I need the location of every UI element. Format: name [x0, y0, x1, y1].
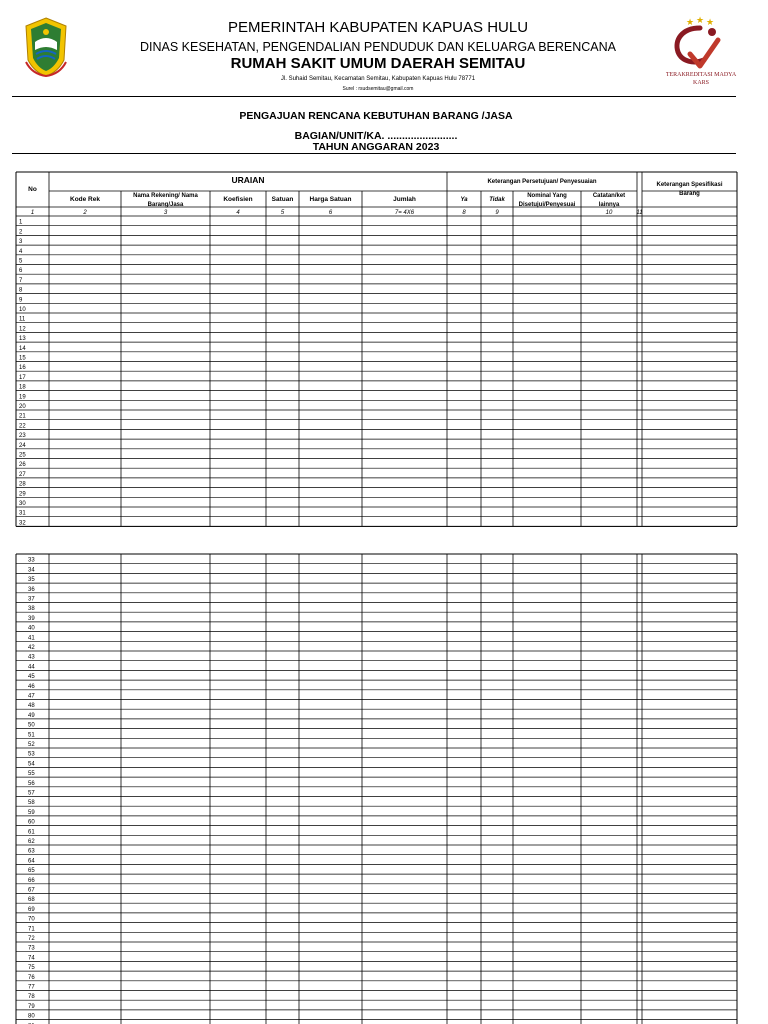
accreditation-kars: KARS: [692, 80, 709, 86]
row-number: 77: [28, 984, 35, 991]
row-number: 18: [19, 384, 26, 391]
unit-line: BAGIAN/UNIT/KA. ........................: [294, 130, 458, 142]
row-number: 58: [28, 800, 35, 807]
row-number: 26: [19, 462, 26, 469]
row-number: 7: [19, 277, 23, 284]
col-nama-line2: Barang/Jasa: [147, 202, 184, 208]
fiscal-year-line: TAHUN ANGGARAN 2023: [312, 141, 440, 153]
row-number: 8: [19, 287, 23, 294]
col-kode-rek: Kode Rek: [70, 196, 100, 203]
col-satuan: Satuan: [271, 196, 294, 203]
column-number: 5: [280, 210, 285, 216]
row-number: 67: [28, 887, 35, 894]
row-number: 49: [28, 712, 35, 719]
row-number: 29: [19, 491, 26, 498]
row-number: 25: [19, 452, 26, 459]
row-number: 64: [28, 858, 35, 865]
row-number: 73: [28, 945, 35, 952]
row-number: 31: [19, 510, 26, 517]
row-number: 22: [19, 423, 26, 430]
row-number: 46: [28, 683, 35, 690]
row-number: 78: [28, 994, 35, 1001]
col-harga-satuan: Harga Satuan: [309, 196, 352, 203]
svg-text:★: ★: [706, 18, 715, 28]
row-number: 61: [28, 829, 35, 836]
row-number: 56: [28, 780, 35, 787]
col-koefisien: Koefisien: [223, 196, 253, 203]
row-number: 70: [28, 916, 35, 923]
row-number: 69: [28, 906, 35, 913]
row-number: 72: [28, 936, 35, 942]
col-nama: Nama Rekening/ Nama: [133, 193, 198, 199]
row-number: 47: [28, 693, 35, 700]
svg-text:★: ★: [696, 16, 705, 26]
row-number: 38: [28, 606, 35, 613]
row-number: 40: [28, 625, 35, 632]
column-number: 7= 4X6: [394, 210, 415, 216]
row-number: 15: [19, 355, 26, 362]
header-uraian: URAIAN: [231, 175, 265, 185]
row-number: 48: [28, 703, 35, 710]
row-number: 36: [28, 586, 35, 593]
column-number: 3: [163, 210, 168, 216]
row-number: 68: [28, 897, 35, 904]
row-number: 65: [28, 868, 35, 875]
row-number: 5: [19, 258, 23, 265]
col-ya: Ya: [460, 197, 468, 203]
row-number: 71: [28, 926, 35, 933]
row-number: 3: [19, 239, 23, 246]
row-number: 2: [19, 229, 23, 236]
row-number: 14: [19, 345, 26, 352]
row-number: 52: [28, 742, 35, 748]
row-number: 12: [19, 326, 26, 333]
hospital-name: RUMAH SAKIT UMUM DAERAH SEMITAU: [230, 55, 526, 72]
header-persetujuan: Keterangan Persetujuan/ Penyesuaian: [487, 179, 597, 185]
row-number: 60: [28, 819, 35, 826]
column-number: 1: [30, 210, 35, 216]
column-number: 10: [605, 210, 613, 216]
row-number: 1: [19, 219, 23, 226]
row-number: 24: [19, 442, 26, 449]
form-title: PENGAJUAN RENCANA KEBUTUHAN BARANG /JASA: [239, 110, 513, 122]
column-number: 9: [495, 210, 499, 216]
row-number: 4: [19, 248, 23, 255]
column-number: 8: [462, 210, 466, 216]
hospital-address: Jl. Suhaid Semitau, Kecamatan Semitau, Kabupaten Kapuas Hulu 78771: [280, 76, 476, 82]
row-number: 74: [28, 955, 35, 962]
row-number: 19: [19, 394, 26, 401]
col-catatan-line2: lainnya: [598, 202, 620, 208]
row-number: 63: [28, 848, 35, 855]
row-number: 35: [28, 577, 35, 584]
row-number: 6: [19, 268, 23, 275]
accreditation-text: TERAKREDITASI MADYA: [665, 72, 737, 78]
row-number: 30: [19, 501, 26, 507]
row-number: 21: [19, 413, 26, 420]
row-number: 80: [28, 1013, 35, 1020]
department-name: DINAS KESEHATAN, PENGENDALIAN PENDUDUK DAN KELUARGA BERENCANA: [139, 40, 617, 54]
row-number: 9: [19, 297, 23, 304]
column-number: 6: [328, 210, 333, 216]
row-number: 41: [28, 635, 35, 642]
row-number: 17: [19, 374, 26, 381]
row-number: 57: [28, 790, 35, 797]
hospital-email: Surel : rsudsemitau@gmail.com: [342, 86, 414, 92]
column-number: 2: [83, 210, 87, 216]
row-number: 59: [28, 809, 35, 816]
row-number: 44: [28, 664, 35, 671]
col-nominal-line2: Disetujui/Penyesuai: [518, 202, 576, 208]
row-number: 51: [28, 732, 35, 739]
row-number: 13: [19, 336, 26, 343]
row-number: 54: [28, 761, 35, 768]
row-number: 32: [19, 520, 26, 527]
row-number: 39: [28, 615, 35, 622]
row-number: 42: [28, 645, 35, 651]
row-number: 66: [28, 877, 35, 884]
col-jumlah: Jumlah: [393, 196, 416, 203]
header-spesifikasi-line2: Barang: [679, 191, 700, 197]
header-spesifikasi: Keterangan Spesifikasi: [656, 182, 723, 188]
row-number: 11: [19, 316, 26, 323]
row-number: 28: [19, 481, 26, 488]
government-name: PEMERINTAH KABUPATEN KAPUAS HULU: [227, 19, 529, 36]
row-number: 79: [28, 1003, 35, 1010]
row-number: 62: [28, 839, 35, 845]
row-number: 33: [28, 557, 35, 564]
row-number: 20: [19, 404, 26, 410]
row-number: 53: [28, 751, 35, 758]
row-number: 76: [28, 974, 35, 981]
row-number: 55: [28, 771, 35, 778]
row-number: 34: [28, 567, 35, 574]
row-number: 43: [28, 654, 35, 661]
row-number: 37: [28, 596, 35, 603]
row-number: 10: [19, 307, 26, 313]
row-number: 75: [28, 965, 35, 972]
row-number: 16: [19, 365, 26, 372]
col-catatan: Catatan/ket: [592, 193, 626, 199]
row-number: 45: [28, 674, 35, 681]
row-number: 23: [19, 433, 26, 440]
row-number: 27: [19, 471, 26, 478]
row-number: 50: [28, 722, 35, 729]
column-number: 11: [636, 210, 643, 216]
header-no: No: [28, 186, 37, 193]
col-nominal: Nominal Yang: [527, 193, 567, 199]
column-number: 4: [236, 210, 240, 216]
svg-text:★: ★: [686, 18, 695, 28]
col-tidak: Tidak: [489, 197, 505, 203]
